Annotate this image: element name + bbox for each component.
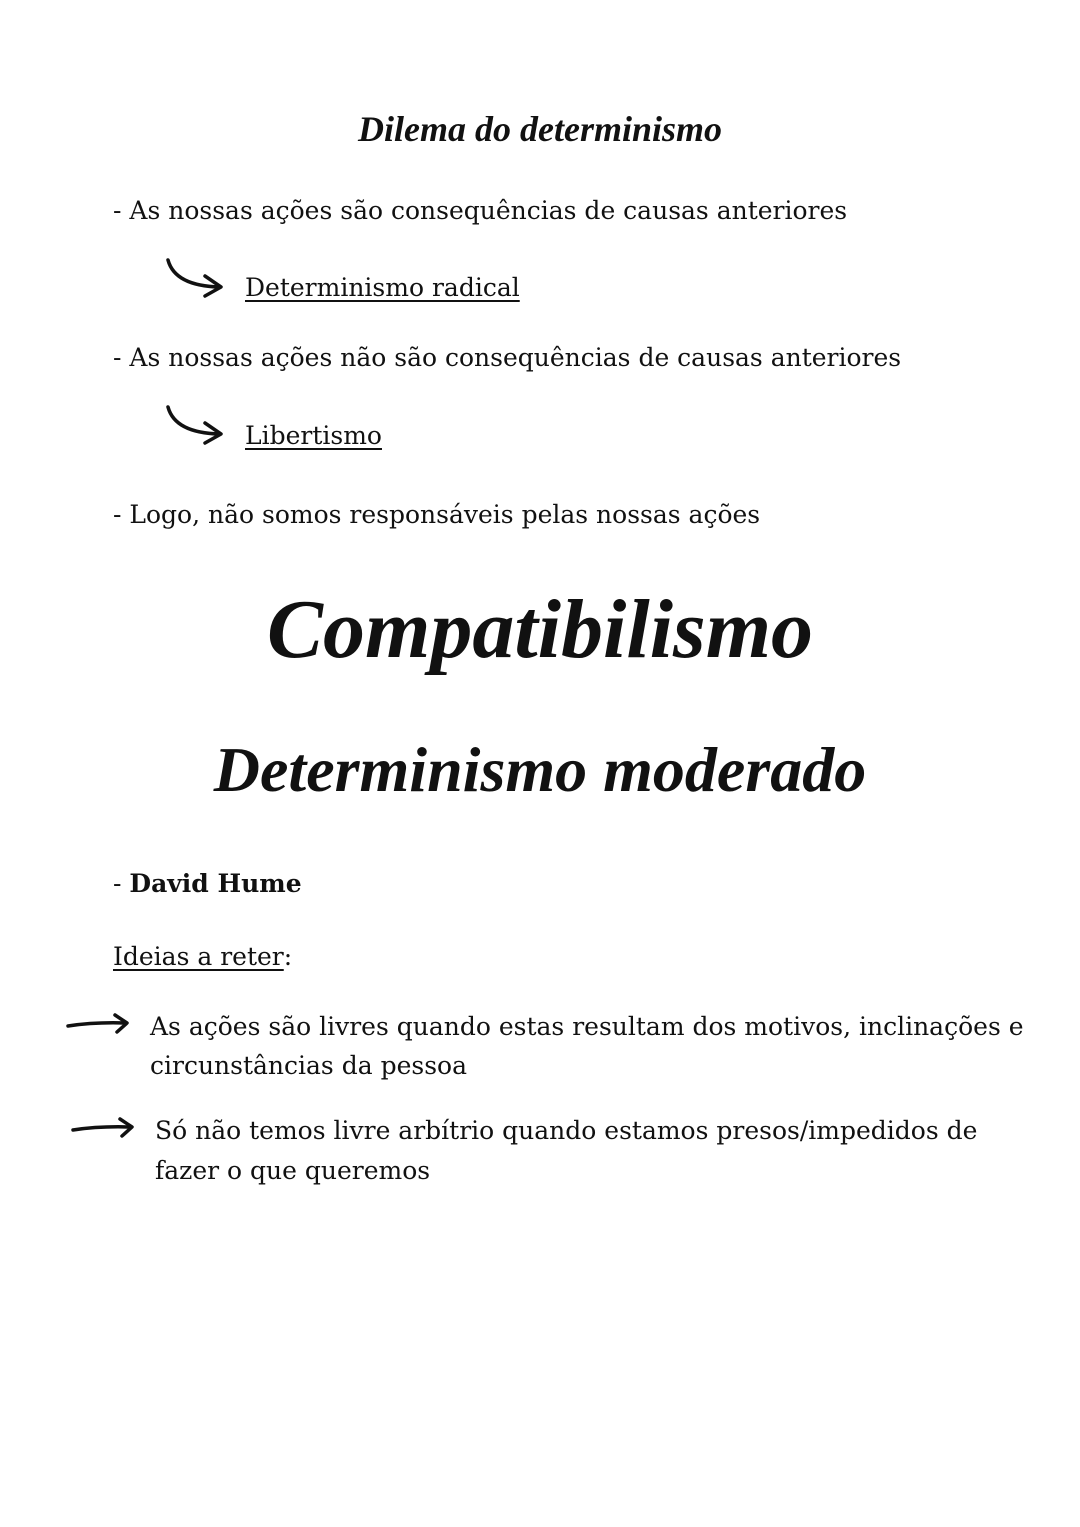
curved-arrow-icon <box>165 405 225 445</box>
arrow-right-icon <box>65 1012 131 1036</box>
premise-1: - As nossas ações são consequências de causas anteriores <box>113 196 848 225</box>
arrow-right-icon <box>70 1116 136 1140</box>
author-name: David Hume <box>129 869 302 898</box>
curved-arrow-icon <box>165 258 225 298</box>
idea-2-line-1: Só não temos livre arbítrio quando estamos presos/impedidos de <box>155 1116 978 1145</box>
result-libertismo <box>245 421 382 451</box>
ideas-label: Ideias a reter <box>113 942 284 971</box>
heading-determinismo-moderado: Determinismo moderado <box>213 734 867 805</box>
author-line <box>113 869 302 899</box>
premise-2: - As nossas ações não são consequências de causas anteriores <box>113 343 902 372</box>
ideas-colon: : <box>283 942 293 971</box>
conclusion: - Logo, não somos responsáveis pelas nossas ações <box>113 500 761 529</box>
author-prefix: - <box>113 869 130 898</box>
result-determinismo-radical <box>245 273 520 303</box>
ideas-heading <box>113 942 292 972</box>
page-title: Dilema do determinismo <box>358 109 722 149</box>
idea-1-line-1: As ações são livres quando estas resultam dos motivos, inclinações e <box>150 1012 1024 1041</box>
result-label: Determinismo radical <box>245 273 520 302</box>
idea-2 <box>155 1111 977 1191</box>
result-label: Libertismo <box>245 421 382 450</box>
idea-1 <box>150 1007 1024 1085</box>
idea-2-line-2: fazer o que queremos <box>155 1156 431 1185</box>
idea-1-line-2: circunstâncias da pessoa <box>150 1051 467 1080</box>
heading-compatibilismo: Compatibilismo <box>266 583 814 676</box>
